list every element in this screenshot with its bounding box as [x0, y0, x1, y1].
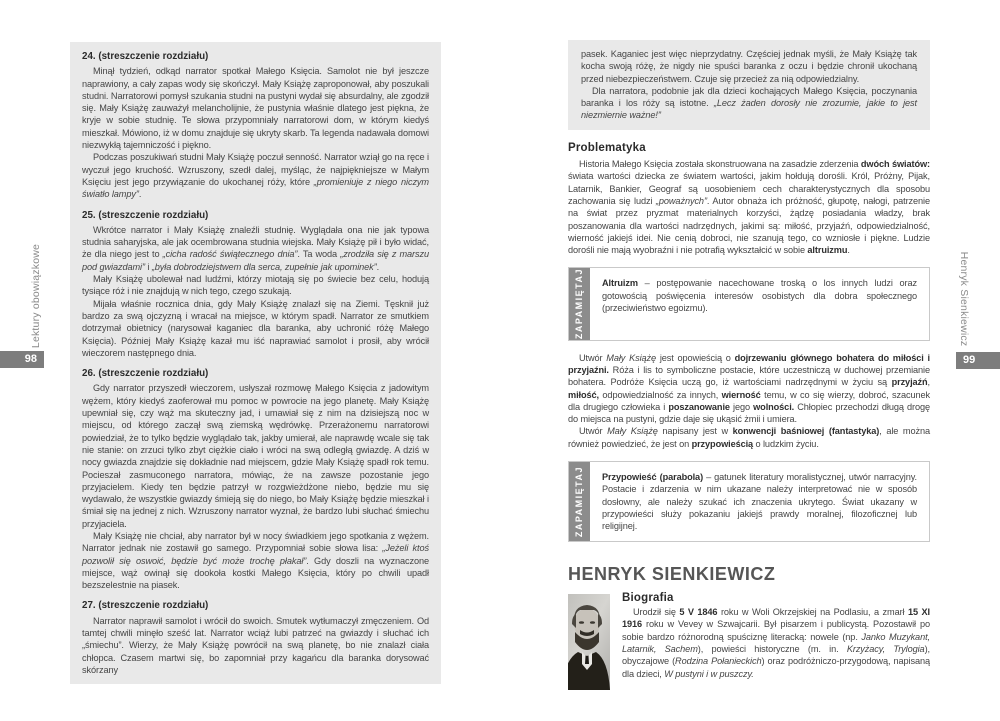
author-portrait-photo: [568, 594, 610, 690]
interpretation-paragraph: Utwór Mały Książę napisany jest w konwencji baśniowej (fantastyka), ale można również powiedzieć, że jest on przypowieścią o ludzkim życiu.: [568, 426, 930, 449]
biografia-text: Urodził się 5 V 1846 roku w Woli Okrzejskiej na Podlasiu, a zmarł 15 XI 1916 roku w Vevey w Szwajcarii. Był pisarzem i publicystą. Pozostawił po sobie bardzo różnorodną spuściznę literacką: nowele (np. Janko Muzykant, Latarnik, Sachem), powieści historyczne (m. in. Krzyżacy, Trylogia), obyczajowe (Rodzina Połanieckich) oraz podróżniczo-przygodową, napisaną dla dzieci, W pustyni i w puszczy.: [622, 607, 930, 679]
left-page-number-badge: 98: [0, 351, 44, 368]
problematyka-heading: Problematyka: [568, 141, 646, 154]
remember-definition: Przypowieść (parabola) – gatunek literatury moralistycznej, utwór narracyjny. Postacie i zdarzenia w nim ukazane należy interpretować nie w sposób dosłowny, ale należy szukać ich znaczenia ukrytego. Świat ukazany w przypowieści służy pokazaniu jakiejś prawdy moralnej, filozoficznej lub religijnej.: [602, 472, 917, 532]
interpretation-paragraph: Utwór Mały Książę jest opowieścią o dojrzewaniu głównego bohatera do miłości i przyjaźni. Róża i lis to symboliczne postacie, które uczestniczą w duchowej przemianie bohatera. Podróże Księcia uczą go, iż wartościami nadrzędnymi w życiu są przyjaźń, miłość, odpowiedzialność za innych, wierność temu, w co się wierzy, dobroć, szacunek dla drugiego człowieka i poszanowanie jego wolności. Chłopiec przechodzi długą drogę do miejsca na pustyni, gdzie daje się ukąsić żmii i umiera.: [568, 352, 930, 425]
summary-continuation-panel: [568, 40, 930, 130]
remember-label: ZAPAMIĘTAJ: [574, 466, 585, 538]
section-heading: 26. (streszczenie rozdziału): [82, 368, 209, 380]
remember-tab: [569, 268, 590, 339]
right-page-column: [568, 40, 930, 692]
summary-paragraph: Mijała właśnie rocznica dnia, gdy Mały Książę znalazł się na Ziemi. Tęsknił już bardzo za swą ojczyzną i wracał na miejsce, w którym spadł. Narrator ze smutkiem dotrzymał obietnicy (narysował kaganiec dla baranka, aby uchronić różę Małego Księcia). Później Mały Książę kazał mu iść naprawiać samolot i prosił, aby wrócił wieczorem następnego dnia.: [82, 298, 429, 358]
summary-paragraph: Mały Książę nie chciał, aby narrator był w nocy świadkiem jego spotkania z wężem. Narrator jednak nie zostawił go samego. Przypomniał sobie słowa lisa: „Jeżeli ktoś pozwolił się oswoić, będzie być może trochę płakał”. Gdy doszli na wyznaczone miejsce, wąż owinął się dookoła kostki Małego Księcia, który po chwili upadł bezszelestnie na piasek.: [82, 530, 429, 591]
left-margin-label: Lektury obowiązkowe: [30, 243, 42, 349]
summary-paragraph: Minął tydzień, odkąd narrator spotkał Małego Księcia. Samolot nie był jeszcze naprawiony, a cały zapas wody się skończył. Mały Książę zaproponował, aby poszukali studni. Narratorowi pomysł szukania studni na pustyni wydał się absurdalny, ale zgodził się. Mały Książę zauważył melancholijnie, że pustynia właśnie dlatego jest piękna, że kryje w sobie studnię. Te słowa przypomniały narratorowi dom, w którym kiedyś mieszkał. Mówiono, iż w domu znajduje się ukryty skarb. Ta legenda nadawała domowi niezwykłą tajemniczość i piękno.: [82, 66, 429, 151]
continuation-paragraph: Dla narratora, podobnie jak dla dzieci kochających Małego Księcia, poczynania baranka i los róży są istotne. „Lecz żaden dorosły nie zrozumie, jakie to jest niezmiernie ważne!”: [581, 85, 917, 121]
remember-tab: [569, 462, 590, 541]
interpretation-block: [568, 352, 930, 450]
right-margin-label: Henryk Sienkiewicz: [958, 251, 970, 347]
author-section-heading: HENRYK SIENKIEWICZ: [568, 564, 776, 585]
problematyka-paragraph: Historia Małego Księcia została skonstruowana na zasadzie zderzenia dwóch światów: świata wartości dziecka ze światem wartości, jakim hołdują dorośli. Król, Próżny, Pijak, Latarnik, Bankier, Geograf są uosobieniem cech charakterystycznych dla sposobu zachowania się ludzi „poważnych”. Autor obnaża ich próżność, głupotę, nałogi, patrzenie na świat przez pryzmat materialnych korzyści, żądzę posiadania władzy, brak poszanowania dla wartości nadrzędnych, jakimi są: miłość, przyjaźń, odpowiedzialność, wierność jakiejś idei. Nie cenią dobroci, nie szanują tego, co wzniosłe i piękne. Ludzie dorośli nie mają wyobraźni i nie potrafią wykształcić w sobie altruizmu.: [568, 159, 930, 256]
summary-paragraph: Gdy narrator przyszedł wieczorem, usłyszał rozmowę Małego Księcia z jadowitym wężem, który kiedyś zaoferował mu pomoc w powrocie na jego planetę. Mały Książę upewniał się, czy wąż ma skuteczny jad, i umawiał się z nim na dzisiejszą noc w miejscu, od którego zaczął swą ziemską wędrówkę. Przerażonemu narratorowi powiedział, że to tylko będzie wyglądało tak, jakby umierał, ale naprawdę wcale się tak nie stanie: on zrzuci tylko zbyt ciężkie ciało i wróci na swą odległą gwiazdę. A dziś w nocy gwiazda znajdzie się dokładnie nad miejscem, gdzie Mały Książę spadł rok temu. Pocieszał zasmuconego narratora, mówiąc, że na zawsze pozostanie jego przyjacielem. Kiedy ten będzie patrzył w rozgwieżdżone niebo, będzie mu się wydawało, że wszystkie gwiazdy śmieją się do niego, bo Mały Książę będzie mieszkał i śmiał się na jednej z nich. Wzruszony narrator wyznał, że bardzo lubi słuchać śmiechu przyjaciela.: [82, 383, 429, 529]
remember-label: ZAPAMIĘTAJ: [574, 268, 585, 340]
section-heading: 25. (streszczenie rozdziału): [82, 209, 209, 221]
chapter-summaries-panel: [70, 42, 441, 684]
summary-paragraph: Wkrótce narrator i Mały Książę znaleźli studnię. Wyglądała ona nie jak typowa studnia saharyjska, ale jak ocembrowana studnia wiejska. Mały Książę pił i było widać, że dla niego jest to „cicha radość świątecznego dnia”. Ta woda „zrodziła się z marszu pod gwiazdami” i „była dobrodziejstwem dla serca, zupełnie jak upominek”.: [82, 224, 429, 272]
section-heading: 24. (streszczenie rozdziału): [82, 51, 209, 62]
continuation-paragraph: pasek. Kaganiec jest więc nieprzydatny. Częściej jednak myśli, że Mały Książę tak kocha swoją różę, że nigdy nie spuści baranka z oczu i będzie chronił ukochaną przed niebezpieczeństwem. Czuje się przecież za nią odpowiedzialny.: [581, 49, 917, 84]
remember-definition: Altruizm – postępowanie nacechowane troską o los innych ludzi oraz gotowością poświęcenia interesów osobistych dla dobra społecznego (przeciwieństwo egoizmu).: [602, 278, 917, 314]
summary-paragraph: Narrator naprawił samolot i wrócił do swoich. Smutek wytłumaczył zmęczeniem. Od tamtej chwili minęło sześć lat. Narrator wciąż lubi patrzeć na gwiazdy i słuchać ich „śmiechu”. Wierzy, że Mały Książę powrócił na swą planetę, bo nie znalazł ciała chłopca. Czasem martwi się, bo zapomniał przy kagańcu dla baranka dorysować skórzany: [82, 615, 429, 675]
biografia-heading: Biografia: [622, 591, 674, 604]
summary-paragraph: Mały Książę ubolewał nad ludźmi, którzy miotają się po świecie bez celu, hodują tysiące róż i nie znajdują w nich tego, czego szukają.: [82, 274, 429, 297]
right-page-number-badge: 99: [956, 352, 1000, 369]
remember-box-przypowiesc: [568, 461, 930, 542]
remember-box-altruizm: [568, 267, 930, 340]
summary-paragraph: Podczas poszukiwań studni Mały Książę poczuł senność. Narrator wziął go na ręce i wyczuł jego kruchość. Wzruszony, szedł dalej, myśląc, że najpiękniejsze w Małym Księciu jest jego przywiązanie do ukochanej róży, które „promieniuje z niego niczym światło lampy”.: [82, 152, 429, 200]
author-bio-block: [568, 592, 930, 692]
section-heading: 27. (streszczenie rozdziału): [82, 600, 209, 612]
